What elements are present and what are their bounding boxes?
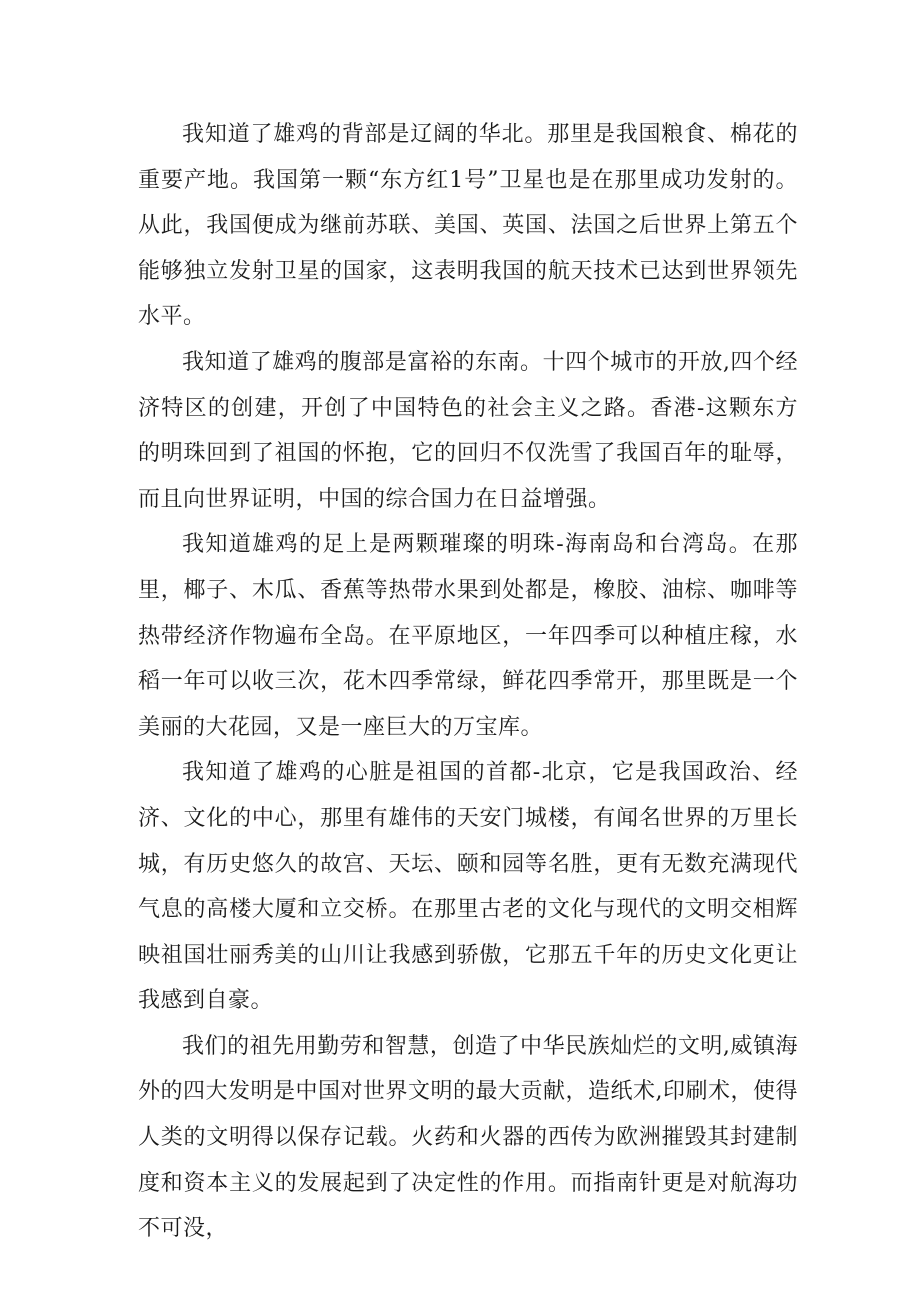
paragraph-southeast: 我知道了雄鸡的腹部是富裕的东南。十四个城市的开放,四个经济特区的创建，开创了中国特色的社会主义之路。香港-这颗东方的明珠回到了祖国的怀抱，它的回归不仅洗雪了我国百年的耻辱，而且向世界证明，中国的综合国力在日益增强。 — [138, 349, 798, 512]
paragraph-islands: 我知道雄鸡的足上是两颗璀璨的明珠-海南岛和台湾岛。在那里，椰子、木瓜、香蕉等热带水果到处都是，橡胶、油棕、咖啡等热带经济作物遍布全岛。在平原地区，一年四季可以种植庄稼，水稻一年可以收三次，花木四季常绿，鲜花四季常开，那里既是一个美丽的大花园，又是一座巨大的万宝库。 — [138, 532, 798, 740]
paragraph-north-china: 我知道了雄鸡的背部是辽阔的华北。那里是我国粮食、棉花的重要产地。我国第一颗“东方红1号”卫星也是在那里成功发射的。从此，我国便成为继前苏联、美国、英国、法国之后世界上第五个能够独立发射卫星的国家，这表明我国的航天技术已达到世界领先水平。 — [138, 122, 798, 330]
paragraph-beijing: 我知道了雄鸡的心脏是祖国的首都-北京，它是我国政治、经济、文化的中心，那里有雄伟的天安门城楼，有闻名世界的万里长城，有历史悠久的故宫、天坛、颐和园等名胜，更有无数充满现代气息的高楼大厦和立交桥。在那里古老的文化与现代的文明交相辉映祖国壮丽秀美的山川让我感到骄傲，它那五千年的历史文化更让我感到自豪。 — [138, 760, 798, 1014]
document-body — [138, 112, 798, 1252]
paragraph-four-inventions: 我们的祖先用勤劳和智慧，创造了中华民族灿烂的文明,威镇海外的四大发明是中国对世界文明的最大贡献，造纸术,印刷术，使得人类的文明得以保存记载。火药和火器的西传为欧洲摧毁其封建制度和资本主义的发展起到了决定性的作用。而指南针更是对航海功不可没， — [138, 1033, 798, 1242]
